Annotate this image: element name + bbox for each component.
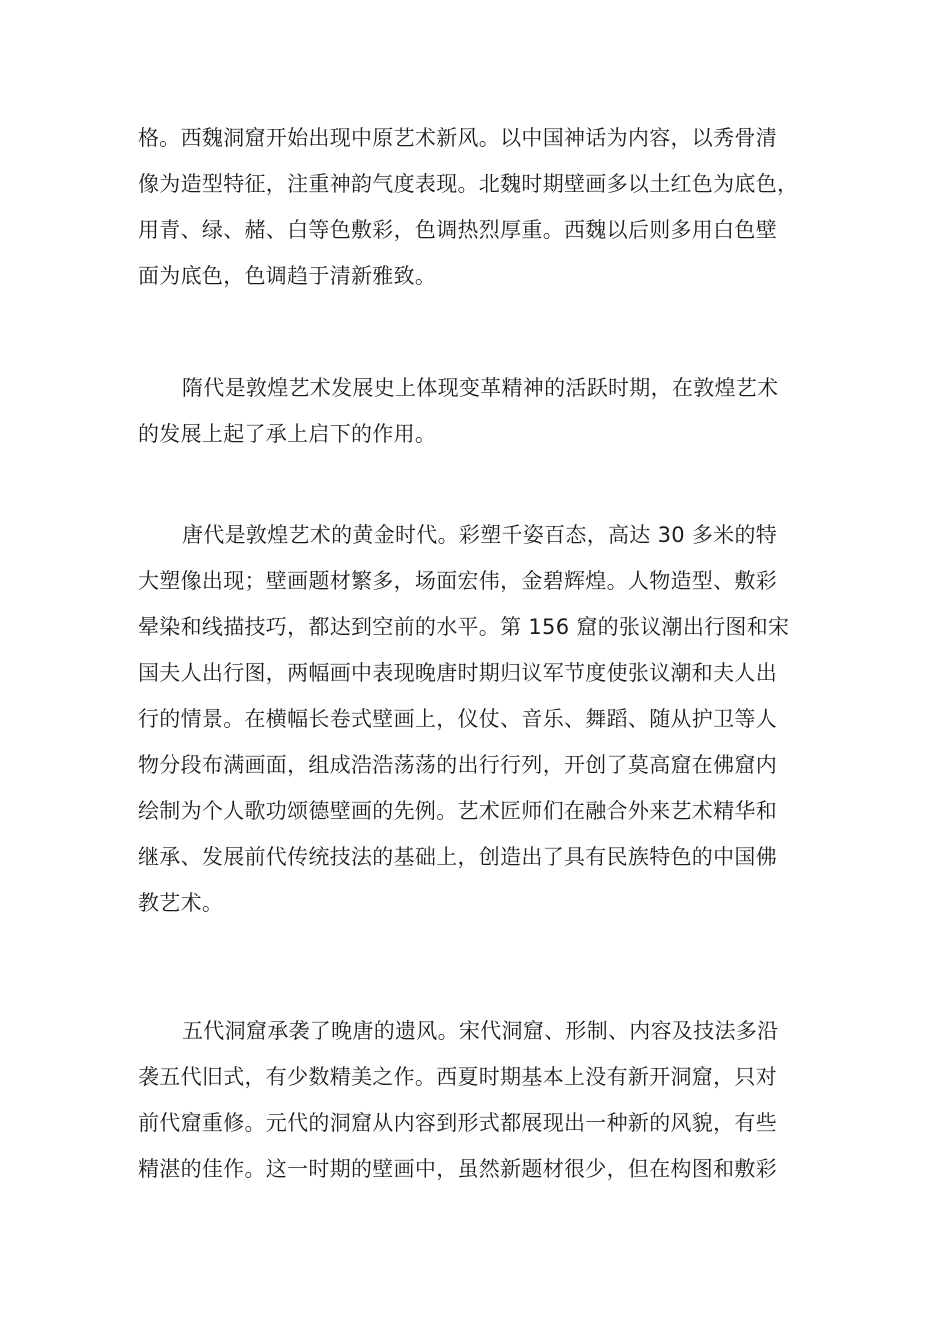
text-line: 唐代是敦煌艺术的黄金时代。彩塑千姿百态，高达 30 多米的特 <box>182 523 778 547</box>
text-line: 行的情景。在横幅长卷式壁画上，仪仗、音乐、舞蹈、随从护卫等人 <box>138 707 777 731</box>
text-line: 教艺术。 <box>138 891 224 915</box>
text-line: 精湛的佳作。这一时期的壁画中，虽然新题材很少，但在构图和敷彩 <box>138 1157 777 1181</box>
text-line: 像为造型特征，注重神韵气度表现。北魏时期壁画多以土红色为底色， <box>138 172 799 196</box>
text-line: 隋代是敦煌艺术发展史上体现变革精神的活跃时期，在敦煌艺术 <box>182 376 779 400</box>
text-line: 格。西魏洞窟开始出现中原艺术新风。以中国神话为内容，以秀骨清 <box>138 126 777 150</box>
text-line: 用青、绿、赭、白等色敷彩，色调热烈厚重。西魏以后则多用白色壁 <box>138 218 777 242</box>
text-line: 袭五代旧式，有少数精美之作。西夏时期基本上没有新开洞窟，只对 <box>138 1065 777 1089</box>
text-line: 前代窟重修。元代的洞窟从内容到形式都展现出一种新的风貌，有些 <box>138 1111 777 1135</box>
text-line: 继承、发展前代传统技法的基础上，创造出了具有民族特色的中国佛 <box>138 845 777 869</box>
text-line: 国夫人出行图，两幅画中表现晚唐时期归议军节度使张议潮和夫人出 <box>138 661 777 685</box>
text-line: 大塑像出现；壁画题材繁多，场面宏伟，金碧辉煌。人物造型、敷彩 <box>138 569 777 593</box>
text-line: 绘制为个人歌功颂德壁画的先例。艺术匠师们在融合外来艺术精华和 <box>138 799 777 823</box>
text-line: 面为底色，色调趋于清新雅致。 <box>138 264 437 288</box>
text-line: 五代洞窟承袭了晚唐的遗风。宋代洞窟、形制、内容及技法多沿 <box>182 1019 779 1043</box>
text-line: 物分段布满画面，组成浩浩荡荡的出行行列，开创了莫高窟在佛窟内 <box>138 753 777 777</box>
text-line: 的发展上起了承上启下的作用。 <box>138 422 437 446</box>
paragraph-tang-dynasty <box>138 512 818 926</box>
text-line: 晕染和线描技巧，都达到空前的水平。第 156 窟的张议潮出行图和宋 <box>138 615 790 639</box>
paragraph-northern-western-wei <box>138 115 818 299</box>
paragraph-five-dynasties-song-yuan <box>138 1008 818 1192</box>
paragraph-sui-dynasty <box>138 365 818 457</box>
